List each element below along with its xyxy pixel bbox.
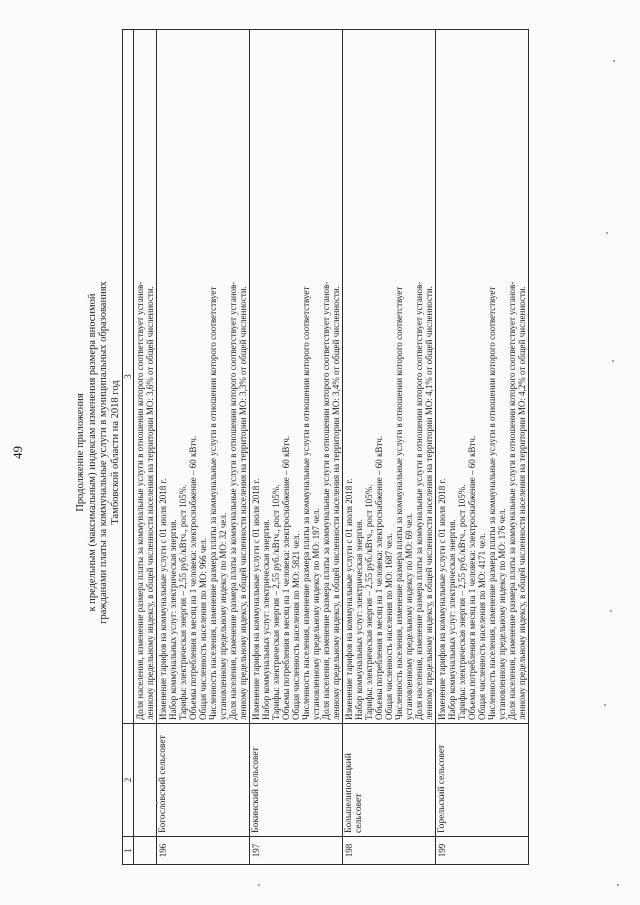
- text-line: Общая численность населения по МО: 5821 чел.: [291, 533, 301, 720]
- municipality-name: Бокинский сельсовет: [250, 724, 343, 837]
- municipality-name: Богословский сельсовет: [157, 724, 250, 837]
- table-row: [436, 30, 529, 865]
- table-row: [250, 30, 343, 865]
- text-line: Общая численность населения по МО: 966 чел.: [198, 537, 208, 720]
- description-cell: [157, 30, 250, 724]
- text-line: ленному предельному индексу, в общей численности населения на территории МО: 4,2% от общей численности.: [517, 286, 527, 720]
- heading-line: Тамбовской области на 2018 год: [109, 380, 121, 525]
- text-line: Численность населения, изменение размера платы за коммунальные услуги в отношении которого соответствует: [394, 286, 404, 720]
- text-line: Общая численность населения по МО: 1687 чел.: [384, 533, 394, 720]
- text-line: Численность населения, изменение размера платы за коммунальные услуги в отношении которого соответствует: [301, 286, 311, 720]
- description-cell: [343, 30, 436, 724]
- table-row: [157, 30, 250, 865]
- text-line: Набор коммунальных услуг: электрическая энергия.: [261, 519, 271, 720]
- text-line: Объемы потребления в месяц на 1 человека: электроснабжение – 60 кВтч.: [467, 435, 477, 720]
- text-line: Объемы потребления в месяц на 1 человека: электроснабжение – 60 кВтч.: [281, 435, 291, 720]
- text-line: установленному предельному индексу по МО: 32 чел.: [218, 512, 228, 720]
- description-cell: [250, 30, 343, 724]
- text-line: Набор коммунальных услуг: электрическая энергия.: [168, 519, 178, 720]
- heading-line: к предельным (максимальным) индексам изменения размера вносимой: [86, 293, 98, 612]
- text-line: установленному предельному индексу по МО: 176 чел.: [497, 508, 507, 720]
- table-row: [134, 30, 157, 865]
- text-line: ленному предельному индексу, в общей численности населения на территории МО: 3,3% от общей численности.: [238, 286, 248, 720]
- text-line: Объемы потребления в месяц на 1 человека: электроснабжение – 60 кВтч.: [188, 435, 198, 720]
- text-line: Изменение тарифов на коммунальные услуги с 01 июля 2018 г.: [344, 478, 354, 720]
- text-line: Тарифы: электрическая энергия – 2,55 руб./кВтч., рост 105%.: [457, 484, 467, 720]
- text-line: Численность населения, изменение размера платы за коммунальные услуги в отношении которого соответствует: [487, 286, 497, 720]
- text-line: установленному предельному индексу по МО: 197 чел.: [311, 508, 321, 720]
- text-line: ленному предельному индексу, в общей численности населения на территории МО: 4,1% от общей численности.: [424, 286, 434, 720]
- text-line: Общая численность населения по МО: 4171 чел.: [477, 533, 487, 720]
- text-line: Доля населения, изменение размера платы за коммунальные услуги в отношении которого соответствует установ-: [321, 281, 331, 720]
- text-line: Тарифы: электрическая энергия – 2,55 руб./кВтч., рост 105%.: [178, 484, 188, 720]
- row-number: 197: [250, 837, 343, 865]
- text-line: Тарифы: электрическая энергия – 2,55 руб./кВтч., рост 105%.: [364, 484, 374, 720]
- row-number: 199: [436, 837, 529, 865]
- municipality-name: Горельский сельсовет: [436, 724, 529, 837]
- text-line: Доля населения, изменение размера платы за коммунальные услуги в отношении которого соответствует установ-: [228, 281, 238, 720]
- row-number: 196: [157, 837, 250, 865]
- text-line: Изменение тарифов на коммунальные услуги с 01 июля 2018 г.: [251, 478, 261, 720]
- page-number: 49: [10, 446, 25, 459]
- text-line: Изменение тарифов на коммунальные услуги с 01 июля 2018 г.: [158, 478, 168, 720]
- column-header: 1: [123, 837, 134, 865]
- text-line: Численность населения, изменение размера платы за коммунальные услуги в отношении которого соответствует: [208, 286, 218, 720]
- text-line: установленному предельному индексу по МО: 69 чел.: [404, 512, 414, 720]
- text-line: Объемы потребления в месяц на 1 человека: электроснабжение – 60 кВтч.: [374, 435, 384, 720]
- text-line: Набор коммунальных услуг: электрическая энергия.: [354, 519, 364, 720]
- text-line: ленному предельному индексу, в общей численности населения на территории МО: 3,4% от общей численности.: [331, 286, 341, 720]
- document-heading: [75, 0, 121, 905]
- heading-line: Продолжение приложения: [75, 393, 86, 512]
- text-line: Набор коммунальных услуг: электрическая энергия.: [447, 519, 457, 720]
- tariff-table: [122, 29, 529, 865]
- text-line: ленному предельному индексу, в общей численности населения на территории МО: 3,6% от общей численности.: [145, 286, 155, 720]
- text-line: Изменение тарифов на коммунальные услуги с 01 июля 2018 г.: [437, 478, 447, 720]
- text-line: Доля населения, изменение размера платы за коммунальные услуги в отношении которого соответствует установ-: [414, 281, 424, 720]
- heading-line: гражданами платы за коммунальные услуги в муниципальных образованиях: [98, 281, 109, 624]
- table-row: [343, 30, 436, 865]
- continued-text-cell: [134, 30, 157, 724]
- text-line: Доля населения, изменение размера платы за коммунальные услуги в отношении которого соответствует установ-: [135, 281, 145, 720]
- text-line: Тарифы: электрическая энергия – 2,55 руб./кВтч., рост 105%.: [271, 484, 281, 720]
- row-number: 198: [343, 837, 436, 865]
- description-cell: [436, 30, 529, 724]
- column-header: 3: [123, 30, 134, 724]
- column-header: 2: [123, 724, 134, 837]
- text-line: Доля населения, изменение размера платы за коммунальные услуги в отношении которого соответствует установ-: [507, 281, 517, 720]
- municipality-name: Большелиповицкий сельсовет: [343, 724, 436, 837]
- table-header-row: [123, 30, 134, 865]
